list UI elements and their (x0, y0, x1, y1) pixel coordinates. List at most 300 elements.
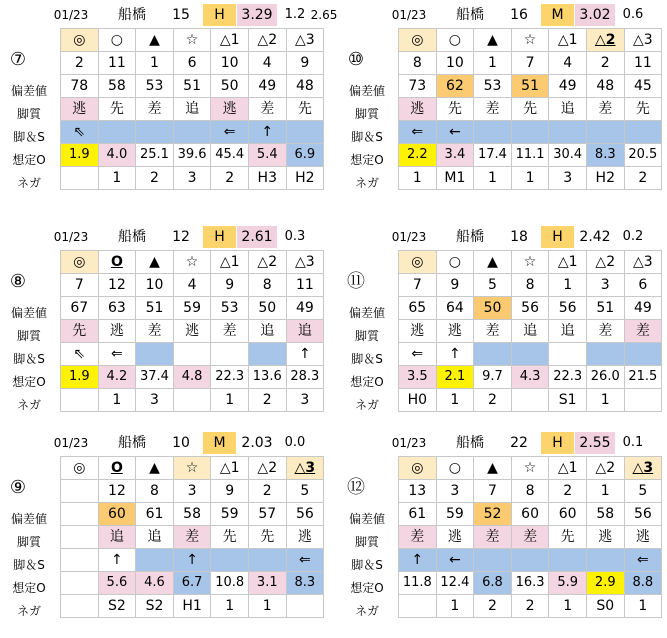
odds-cell: 5.9 (549, 572, 587, 595)
odds-cell: 22.3 (211, 366, 249, 389)
mark-cell: ☆ (511, 29, 549, 52)
mark-cell: △1 (549, 251, 587, 274)
nega-cell: 1 (399, 167, 437, 190)
race-extra: 1.2 (284, 7, 306, 22)
legs-cell: ⇐ (211, 121, 249, 144)
hensa-cell: 50 (474, 297, 512, 320)
horse-cell: 11 (98, 52, 136, 75)
race-venue: 船橋 (456, 229, 484, 245)
nega-cell: 1 (436, 595, 474, 618)
hensa-cell: 51 (173, 75, 211, 98)
label-style: 脚質 (354, 107, 379, 121)
race-number: ⑫ (347, 477, 365, 498)
label-hensa: 偏差値 (10, 306, 47, 320)
horse-cell: 10 (436, 52, 474, 75)
nega-cell: H0 (399, 389, 437, 412)
odds-cell: 4.3 (511, 366, 549, 389)
horse-cell: 4 (173, 274, 211, 297)
legs-row (399, 121, 662, 144)
odds-cell: 4.0 (98, 144, 136, 167)
nega-cell: 1 (474, 167, 512, 190)
nega-row (61, 167, 324, 190)
legs-cell: ⇐ (98, 343, 136, 366)
marks-row (61, 251, 324, 274)
legs-cell: ↑ (173, 549, 211, 572)
style-cell: 逃 (61, 98, 99, 121)
nega-cell (61, 167, 99, 190)
horse-row (61, 480, 324, 503)
race-grid (398, 28, 662, 190)
nega-cell: 1 (586, 389, 624, 412)
legs-cell (98, 121, 136, 144)
nega-cell: 2 (211, 167, 249, 190)
odds-cell: 16.3 (511, 572, 549, 595)
hensa-cell: 59 (173, 297, 211, 320)
legs-cell (511, 343, 549, 366)
label-style: 脚質 (354, 329, 379, 343)
hensa-row (399, 297, 662, 320)
hensa-cell: 73 (399, 75, 437, 98)
nega-row (61, 389, 324, 412)
legs-cell (586, 549, 624, 572)
mark-cell: △1 (211, 457, 249, 480)
mark-cell: △1 (211, 29, 249, 52)
hensa-cell: 59 (436, 503, 474, 526)
horse-row (399, 52, 662, 75)
nega-cell: S1 (549, 389, 587, 412)
race-panel-8 (0, 222, 328, 432)
race-score: 2.42 (579, 229, 611, 245)
style-cell: 追 (173, 98, 211, 121)
style-cell: 先 (61, 320, 99, 343)
style-cell: 差 (474, 320, 512, 343)
style-cell: 逃 (98, 320, 136, 343)
mark-cell: △3 (624, 29, 662, 52)
odds-cell: 17.4 (474, 144, 512, 167)
horse-cell: 5 (624, 480, 662, 503)
horse-cell: 7 (474, 480, 512, 503)
race-number: ⑧ (9, 271, 27, 292)
nega-cell: 1 (511, 167, 549, 190)
horse-cell: 5 (286, 480, 324, 503)
style-cell: 追 (549, 98, 587, 121)
nega-cell: 2 (624, 167, 662, 190)
style-cell: 逃 (399, 320, 437, 343)
race-panel-11 (338, 222, 666, 432)
hensa-row (61, 75, 324, 98)
hensa-cell: 49 (248, 75, 286, 98)
race-number: ⑦ (9, 49, 27, 70)
race-grade: H (203, 4, 236, 26)
nega-cell: 1 (98, 389, 136, 412)
horse-cell: 11 (286, 274, 324, 297)
mark-cell: ◎ (399, 251, 437, 274)
odds-cell: 8.3 (586, 144, 624, 167)
horse-cell: 5 (474, 274, 512, 297)
horse-cell: 9 (286, 52, 324, 75)
mark-cell: ◎ (61, 29, 99, 52)
legs-cell (248, 549, 286, 572)
odds-cell: 5.6 (98, 572, 136, 595)
odds-cell: 26.0 (586, 366, 624, 389)
hensa-row (399, 503, 662, 526)
race-extra: 0.3 (284, 229, 306, 244)
hensa-cell: 60 (511, 503, 549, 526)
horse-cell: 3 (436, 480, 474, 503)
race-extra: 0.1 (622, 435, 644, 450)
legs-cell (586, 121, 624, 144)
horse-row (399, 274, 662, 297)
race-venue: 船橋 (456, 435, 484, 451)
odds-row (399, 572, 662, 595)
legs-cell (511, 121, 549, 144)
odds-cell: 2.1 (436, 366, 474, 389)
style-cell: 追 (136, 526, 174, 549)
style-cell: 差 (586, 320, 624, 343)
nega-cell: 1 (98, 167, 136, 190)
style-cell: 先 (211, 526, 249, 549)
horse-row (61, 52, 324, 75)
style-cell: 追 (511, 320, 549, 343)
legs-cell (211, 343, 249, 366)
horse-cell: 8 (248, 274, 286, 297)
mark-cell: ◎ (61, 457, 99, 480)
mark-cell: △2 (586, 251, 624, 274)
mark-cell: O (98, 457, 136, 480)
mark-cell: ○ (436, 457, 474, 480)
nega-cell: 2 (474, 389, 512, 412)
label-odds: 想定O (12, 153, 46, 167)
race-extra: 0.6 (622, 7, 644, 22)
mark-cell: △1 (211, 251, 249, 274)
horse-cell: 9 (211, 480, 249, 503)
horse-cell: 2 (586, 52, 624, 75)
style-cell: 差 (136, 98, 174, 121)
nega-row (399, 389, 662, 412)
race-count: 10 (172, 435, 190, 451)
hensa-cell: 50 (211, 75, 249, 98)
odds-cell: 1.9 (61, 144, 99, 167)
odds-cell: 8.3 (286, 572, 324, 595)
legs-cell (586, 343, 624, 366)
hensa-cell: 53 (211, 297, 249, 320)
label-legs: 脚＆S (351, 352, 383, 366)
hensa-row (61, 297, 324, 320)
mark-cell: △2 (586, 29, 624, 52)
race-date: 01/23 (391, 230, 427, 244)
label-legs: 脚＆S (13, 558, 45, 572)
race-number: ⑩ (347, 49, 365, 70)
style-cell: 差 (474, 526, 512, 549)
horse-cell: 8 (511, 480, 549, 503)
race-venue: 船橋 (118, 7, 146, 23)
mark-cell: ▲ (136, 251, 174, 274)
horse-row (61, 274, 324, 297)
race-grid (60, 28, 324, 190)
nega-cell: 2 (136, 167, 174, 190)
style-cell: 差 (474, 98, 512, 121)
race-count: 16 (510, 7, 528, 23)
nega-cell: 2 (474, 595, 512, 618)
legs-cell (136, 121, 174, 144)
hensa-cell: 64 (436, 297, 474, 320)
nega-cell: 2 (248, 389, 286, 412)
nega-cell: 1 (211, 595, 249, 618)
mark-cell: △2 (248, 29, 286, 52)
label-legs: 脚＆S (13, 130, 45, 144)
hensa-cell: 67 (61, 297, 99, 320)
hensa-cell: 48 (586, 75, 624, 98)
label-nega: ネガ (354, 176, 379, 190)
horse-cell: 13 (399, 480, 437, 503)
hensa-cell: 60 (549, 503, 587, 526)
race-grade: H (541, 432, 574, 454)
style-cell: 逃 (624, 526, 662, 549)
mark-cell: ▲ (474, 457, 512, 480)
style-cell: 逃 (211, 98, 249, 121)
nega-cell (399, 595, 437, 618)
mark-cell: ☆ (173, 29, 211, 52)
style-cell: 追 (248, 320, 286, 343)
horse-cell: 9 (211, 274, 249, 297)
legs-cell (173, 343, 211, 366)
legs-cell: ↑ (248, 121, 286, 144)
hensa-cell: 61 (136, 503, 174, 526)
odds-cell: 4.6 (136, 572, 174, 595)
label-nega: ネガ (16, 604, 41, 618)
odds-cell: 4.8 (173, 366, 211, 389)
race-extra: 0.0 (284, 435, 306, 450)
nega-cell: 1 (436, 389, 474, 412)
nega-cell: H1 (173, 595, 211, 618)
mark-cell: △2 (248, 251, 286, 274)
nega-cell: S2 (136, 595, 174, 618)
mark-cell: △3 (624, 457, 662, 480)
legs-cell: ⇖ (61, 121, 99, 144)
odds-cell: 3.1 (248, 572, 286, 595)
nega-row (61, 595, 324, 618)
horse-cell: 6 (624, 274, 662, 297)
odds-row (399, 366, 662, 389)
odds-cell: 22.3 (549, 366, 587, 389)
mark-cell: △3 (286, 457, 324, 480)
hensa-row (61, 503, 324, 526)
legs-cell (136, 343, 174, 366)
odds-cell: 1.9 (61, 366, 99, 389)
legs-cell (549, 549, 587, 572)
label-hensa: 偏差値 (348, 306, 385, 320)
race-number: ⑨ (9, 477, 27, 498)
legs-cell (549, 343, 587, 366)
race-venue: 船橋 (118, 435, 146, 451)
style-cell: 先 (624, 98, 662, 121)
horse-row (399, 480, 662, 503)
horse-cell: 3 (173, 480, 211, 503)
style-cell: 逃 (286, 526, 324, 549)
hensa-cell: 49 (549, 75, 587, 98)
odds-cell: 6.7 (173, 572, 211, 595)
race-panel-9 (0, 428, 328, 638)
race-date: 01/23 (53, 436, 89, 450)
legs-cell: ↑ (286, 343, 324, 366)
nega-cell: S0 (586, 595, 624, 618)
style-cell: 逃 (436, 320, 474, 343)
horse-cell: 7 (61, 274, 99, 297)
odds-cell: 9.7 (474, 366, 512, 389)
legs-cell (474, 121, 512, 144)
race-count: 15 (172, 7, 190, 23)
legs-cell (286, 121, 324, 144)
hensa-cell: 56 (549, 297, 587, 320)
nega-cell: 1 (624, 595, 662, 618)
label-nega: ネガ (354, 398, 379, 412)
hensa-cell: 56 (286, 503, 324, 526)
nega-cell: S2 (98, 595, 136, 618)
hensa-cell: 58 (173, 503, 211, 526)
label-hensa: 偏差値 (10, 512, 47, 526)
odds-cell: 8.8 (624, 572, 662, 595)
odds-cell: 6.8 (474, 572, 512, 595)
style-row (399, 98, 662, 121)
style-cell: 先 (98, 98, 136, 121)
legs-row (399, 343, 662, 366)
odds-row (61, 572, 324, 595)
style-cell: 差 (173, 526, 211, 549)
mark-cell: ◎ (399, 29, 437, 52)
label-hensa: 偏差値 (348, 84, 385, 98)
nega-cell: 1 (549, 595, 587, 618)
race-extra2: 2.65 (310, 8, 338, 22)
race-score: 2.55 (575, 432, 615, 454)
style-cell: 逃 (173, 320, 211, 343)
odds-cell: 11.8 (399, 572, 437, 595)
style-row (399, 320, 662, 343)
legs-cell: ⇐ (399, 121, 437, 144)
odds-cell: 45.4 (211, 144, 249, 167)
race-grade: M (541, 4, 574, 26)
hensa-cell (61, 503, 99, 526)
mark-cell: ▲ (136, 29, 174, 52)
race-grade: H (541, 226, 574, 248)
marks-row (61, 457, 324, 480)
hensa-cell: 51 (586, 297, 624, 320)
label-odds: 想定O (350, 375, 384, 389)
legs-cell (248, 343, 286, 366)
horse-cell: 10 (136, 274, 174, 297)
hensa-cell: 59 (211, 503, 249, 526)
style-cell (61, 526, 99, 549)
race-number: ⑪ (347, 271, 365, 292)
race-venue: 船橋 (118, 229, 146, 245)
hensa-row (399, 75, 662, 98)
hensa-cell: 49 (286, 297, 324, 320)
style-cell: 先 (511, 98, 549, 121)
horse-cell: 4 (549, 52, 587, 75)
odds-cell: 39.6 (173, 144, 211, 167)
style-cell: 追 (98, 526, 136, 549)
mark-cell: ☆ (511, 457, 549, 480)
style-cell: 追 (286, 320, 324, 343)
hensa-cell: 45 (624, 75, 662, 98)
race-grid (60, 456, 324, 618)
nega-cell: 3 (286, 389, 324, 412)
nega-cell: H2 (286, 167, 324, 190)
style-cell: 逃 (436, 526, 474, 549)
label-style: 脚質 (16, 535, 41, 549)
label-odds: 想定O (12, 581, 46, 595)
legs-cell: ← (436, 121, 474, 144)
horse-cell: 1 (136, 52, 174, 75)
odds-cell: 37.4 (136, 366, 174, 389)
hensa-cell: 60 (98, 503, 136, 526)
odds-cell: 10.8 (211, 572, 249, 595)
odds-cell: 13.6 (248, 366, 286, 389)
style-cell: 差 (136, 320, 174, 343)
mark-cell: ☆ (511, 251, 549, 274)
odds-cell (61, 572, 99, 595)
horse-cell: 12 (98, 480, 136, 503)
style-cell: 逃 (399, 98, 437, 121)
mark-cell: △3 (286, 251, 324, 274)
marks-row (61, 29, 324, 52)
legs-row (399, 549, 662, 572)
hensa-cell: 51 (136, 297, 174, 320)
style-cell: 差 (624, 320, 662, 343)
horse-cell: 2 (61, 52, 99, 75)
hensa-cell: 61 (399, 503, 437, 526)
style-row (61, 98, 324, 121)
nega-cell: H2 (586, 167, 624, 190)
legs-row (61, 121, 324, 144)
hensa-cell: 63 (98, 297, 136, 320)
horse-cell: 8 (136, 480, 174, 503)
marks-row (399, 457, 662, 480)
horse-cell: 12 (98, 274, 136, 297)
hensa-cell: 53 (474, 75, 512, 98)
horse-cell: 4 (248, 52, 286, 75)
odds-row (399, 144, 662, 167)
odds-cell: 3.4 (436, 144, 474, 167)
odds-cell: 3.5 (399, 366, 437, 389)
mark-cell: O (98, 251, 136, 274)
horse-cell: 7 (399, 274, 437, 297)
mark-cell: ▲ (474, 251, 512, 274)
label-hensa: 偏差値 (10, 84, 47, 98)
odds-cell: 21.5 (624, 366, 662, 389)
hensa-cell: 56 (511, 297, 549, 320)
race-count: 12 (172, 229, 190, 245)
legs-cell (474, 343, 512, 366)
horse-cell: 3 (586, 274, 624, 297)
style-cell: 逃 (586, 526, 624, 549)
race-grid (398, 250, 662, 412)
horse-cell (61, 480, 99, 503)
marks-row (399, 251, 662, 274)
nega-cell: 1 (211, 389, 249, 412)
hensa-cell: 58 (586, 503, 624, 526)
hensa-cell: 51 (511, 75, 549, 98)
style-cell: 先 (436, 98, 474, 121)
mark-cell: △2 (248, 457, 286, 480)
nega-cell (286, 595, 324, 618)
nega-row (399, 595, 662, 618)
style-cell: 先 (248, 526, 286, 549)
race-grade: M (203, 432, 236, 454)
style-cell: 先 (549, 526, 587, 549)
mark-cell: ◎ (399, 457, 437, 480)
horse-cell: 6 (173, 52, 211, 75)
hensa-cell: 50 (248, 297, 286, 320)
